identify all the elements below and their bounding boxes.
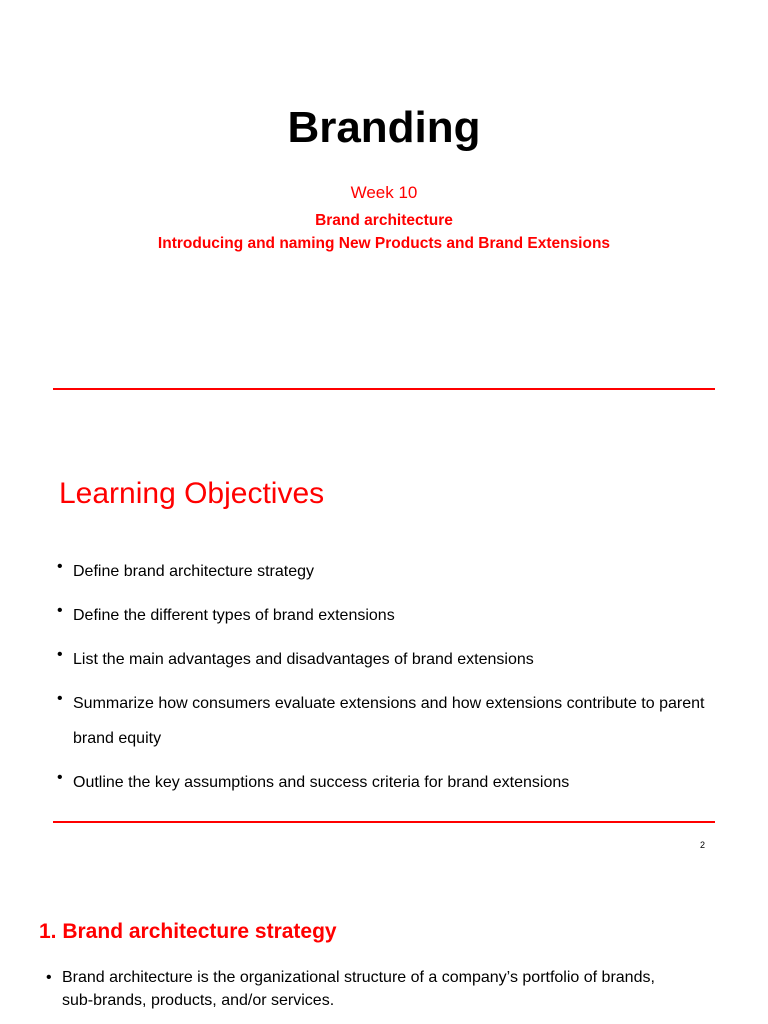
slide-divider [53,821,715,823]
objectives-list [57,558,717,813]
slide-divider [53,388,715,390]
bullet-icon: • [57,602,63,619]
list-item: • Outline the key assumptions and success criteria for brand extensions [57,765,717,800]
section-heading: 1. Brand architecture strategy [39,920,337,943]
section-bullets [46,966,686,1012]
bullet-icon: • [46,969,52,986]
list-item: • Define brand architecture strategy [57,554,717,589]
subtitle-line-1: Brand architecture [315,212,453,229]
bullet-icon: • [57,646,63,663]
subtitle-line-2: Introducing and naming New Products and Brand Extensions [157,235,611,252]
title-slide [0,0,768,389]
list-item: • Brand architecture is the organizational structure of a company’s portfolio of brands, sub-brands, products, and/or services. [46,966,686,1012]
list-item: • Define the different types of brand extensions [57,598,717,633]
bullet-icon: • [57,690,63,707]
list-item: • Summarize how consumers evaluate extensions and how extensions contribute to parent brand equity [57,686,717,756]
week-label: Week 10 [350,183,418,202]
learning-objectives-heading: Learning Objectives [59,477,325,510]
list-item: • List the main advantages and disadvantages of brand extensions [57,642,717,677]
bullet-icon: • [57,558,63,575]
page-number: 2 [700,840,706,850]
bullet-icon: • [57,769,63,786]
slide-title: Branding [287,103,481,152]
